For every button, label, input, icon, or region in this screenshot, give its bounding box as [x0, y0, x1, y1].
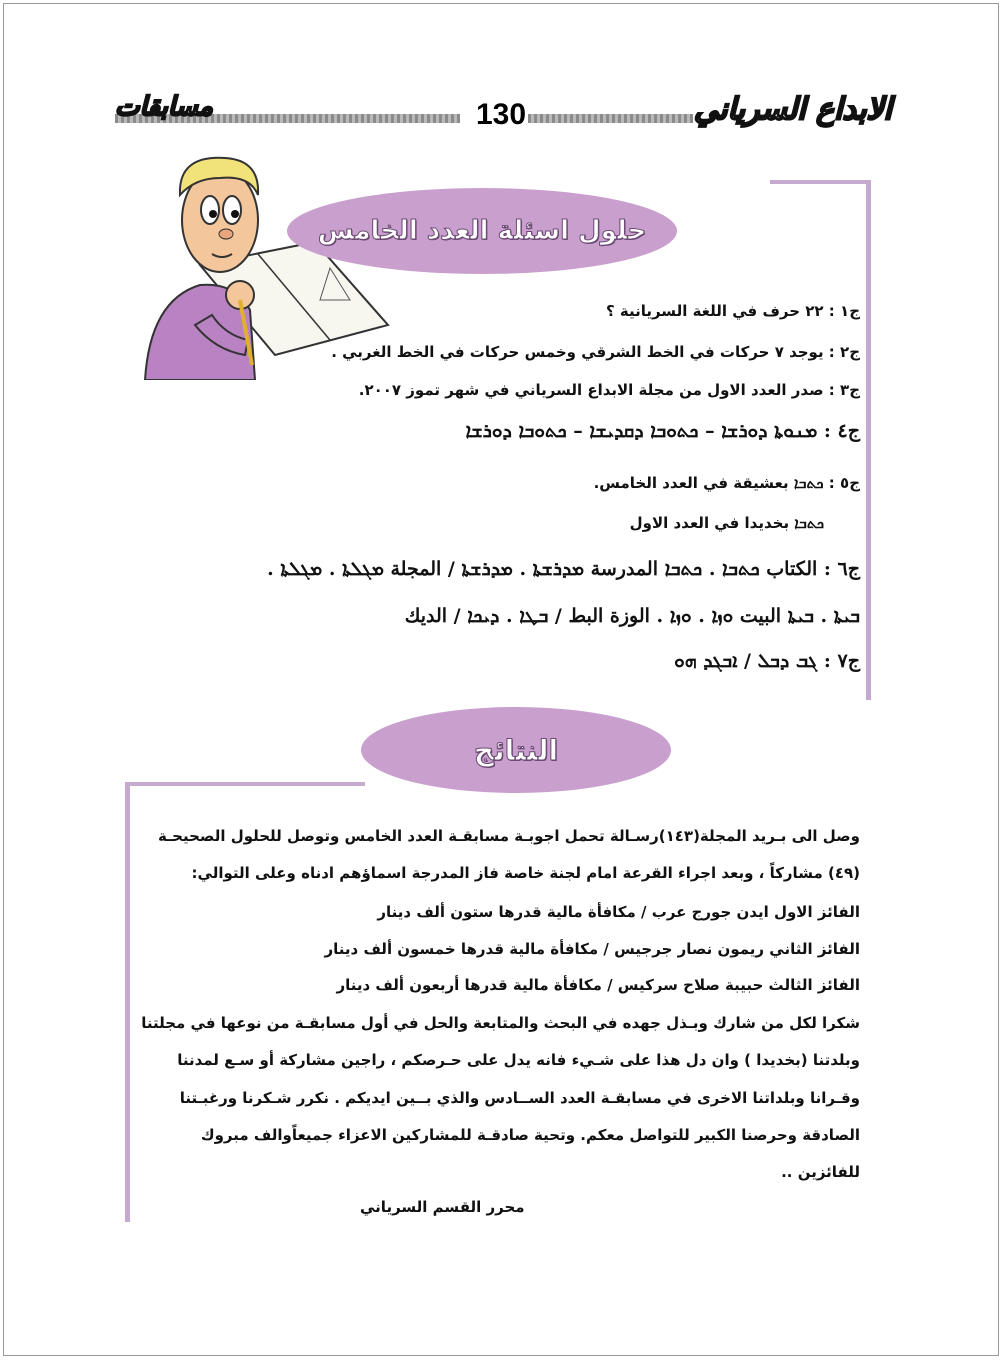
- results-line-8: وقـرانا وبلداتنا الاخرى في مسابقـة العدد الســادس والذي بــين ايديكم . نكرر شـكرنا ورغبـتنا: [179, 1089, 860, 1107]
- answer-line-7: ج٧ : ܓܒ ܕܒܠ / ܐܒܓܕ ܗܘ: [674, 650, 860, 672]
- results-line-5: الفائز الثالث حبيبة صلاح سركيس / مكافأة مالية قدرها أربعون ألف دينار: [336, 976, 860, 994]
- answers-box-right-border: [866, 180, 871, 700]
- answers-heading-oval: [287, 188, 677, 274]
- section-title: مسابقات: [115, 92, 213, 122]
- answer-line-4: ج٤ : ܡܢܘܬܐ ܕܘܪܫܐ – ܟܬܘܒܐ ܕܩܕܝܫܐ – ܟܬܘܒܐ ܕܘܪܫܐ: [465, 420, 860, 442]
- answer-line-5: ج٥ : ܟܬܒܐ بعشيقة في العدد الخامس.: [593, 474, 860, 492]
- answer-line-6: ج٦ : الكتاب ܟܬܒܐ . ܟܬܒܐ المدرسة ܡܕܪܫܬܐ . ܡܕܪܫܬܐ / المجلة ܡܓܠܬܐ . ܡܓܠܬܐ .: [267, 558, 860, 580]
- results-line-2: (٤٩) مشاركاً ، وبعد اجراء القرعة امام لجنة خاصة فاز المدرجة اسماؤهم ادناه وعلى التوالي:: [191, 864, 860, 882]
- answers-box-top-border: [770, 180, 870, 184]
- results-line-3: الفائز الاول ايدن جورج عرب / مكافأة مالية قدرها ستون ألف دينار: [377, 903, 860, 921]
- answer-line-5b: ܟܬܒܐ بخديدا في العدد الاول: [629, 514, 824, 532]
- answer-line-6b: ܒܝܬܐ . ܒܝܬܐ البيت ܘܙܐ . ܘܙܐ . الوزة البط / ܒܛܐ . ܕܝܟܐ / الديك: [404, 605, 860, 627]
- page-number: 130: [476, 98, 527, 131]
- results-box-top-border: [125, 782, 365, 786]
- answer-line-3: ج٣ : صدر العدد الاول من مجلة الابداع السرياني في شهر تموز ٢٠٠٧.: [358, 381, 860, 399]
- answer-line-2: ج٢ : يوجد ٧ حركات في الخط الشرقي وخمس حركات في الخط الغربي .: [331, 343, 860, 361]
- answers-heading: حلول اسئلة العدد الخامس: [317, 216, 647, 246]
- editor-signature: محرر القسم السرياني: [360, 1198, 525, 1216]
- results-line-10: للفائزين ..: [781, 1163, 860, 1181]
- results-line-6: شكرا لكل من شارك وبـذل جهده في البحث والمتابعة والحل في أول مسابقـة من نوعها في مجلتنا: [141, 1014, 860, 1032]
- results-heading: النتائج: [473, 733, 559, 767]
- results-line-1: وصل الى بـريد المجلة(١٤٣)رسـالة تحمل اجوبـة مسابقـة العدد الخامس وتوصل للحلول الصحيحـة: [157, 827, 860, 845]
- results-line-9: الصادقة وحرصنا الكبير للتواصل معكم. وتحية صادقـة للمشاركين الاعزاء جميعاًوالف مبروك: [200, 1126, 860, 1144]
- results-line-4: الفائز الثاني ريمون نصار جرجيس / مكافأة مالية قدرها خمسون ألف دينار: [324, 940, 860, 958]
- results-heading-oval: [361, 707, 671, 793]
- header-rule-right: [528, 114, 693, 123]
- results-line-7: وبلدتنا (بخديدا ) وان دل هذا على شـيء فانه يدل على حـرصكم ، راجين مشاركة أو سـع لمدننا: [177, 1051, 860, 1069]
- results-box-left-border: [125, 782, 130, 1222]
- magazine-title: الابداع السرياني: [694, 92, 892, 127]
- answer-line-1: ج١ : ٢٢ حرف في اللغة السريانية ؟: [605, 302, 860, 320]
